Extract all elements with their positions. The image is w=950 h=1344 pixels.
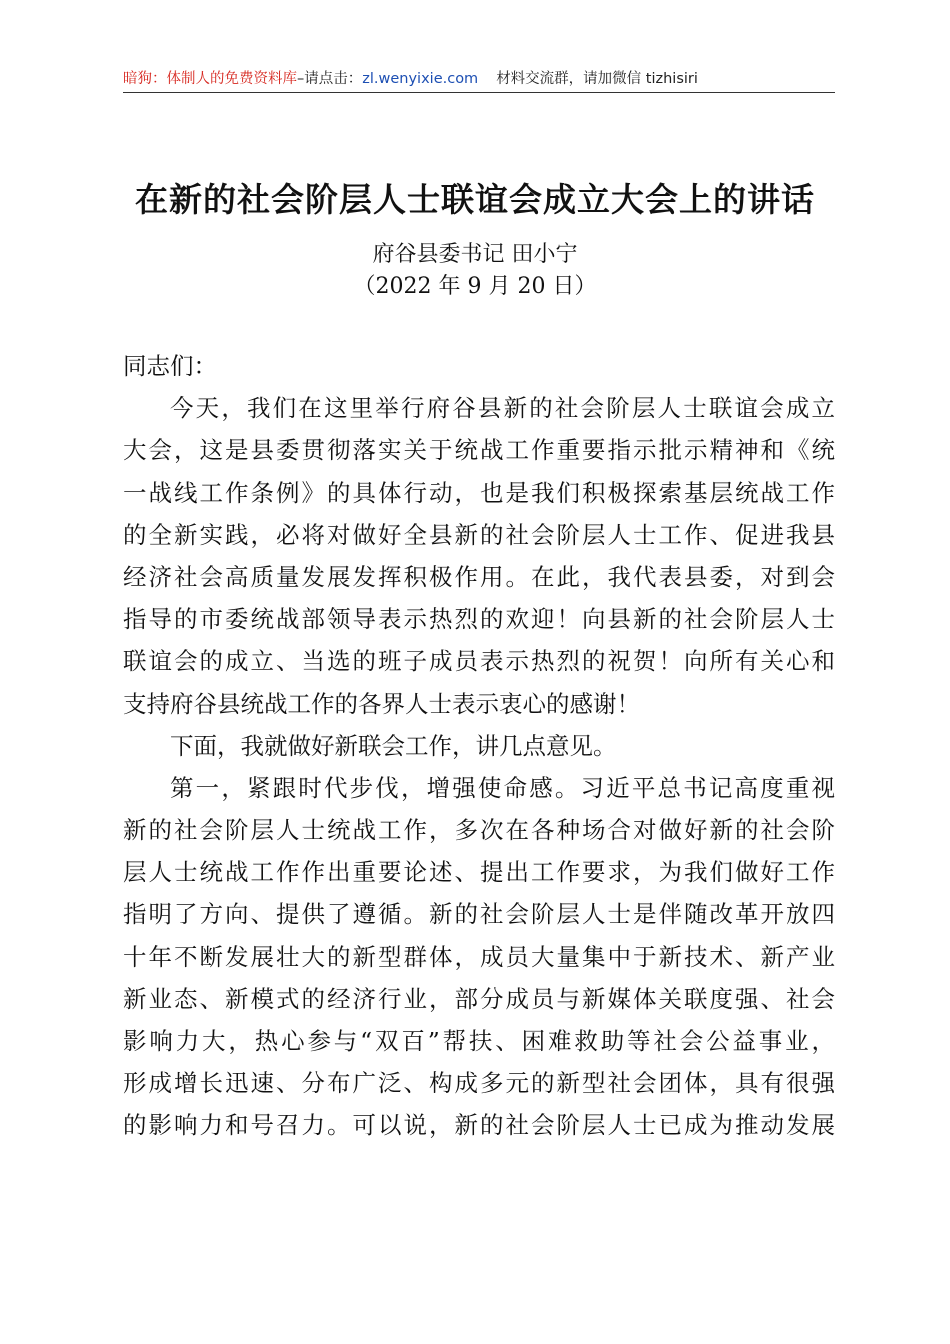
paragraph-line: 层人士统战工作作出重要论述、提出工作要求，为我们做好工作 <box>123 858 835 887</box>
header-wechat-note: 材料交流群，请加微信 tizhisiri <box>496 71 698 87</box>
document-body <box>123 345 835 1147</box>
paragraph-line: 形成增长迅速、分布广泛、构成多元的新型社会团体，具有很强 <box>123 1069 835 1098</box>
paragraph-line: 指导的市委统战部领导表示热烈的欢迎！向县新的社会阶层人士 <box>123 605 835 634</box>
header-brand: 暗狗：体制人的免费资料库 <box>123 71 297 87</box>
paragraph-line: 十年不断发展壮大的新型群体，成员大量集中于新技术、新产业 <box>123 942 835 971</box>
paragraph-line: 新的社会阶层人士统战工作，多次在各种场合对做好新的社会阶 <box>123 816 835 845</box>
paragraph-line: 一战线工作条例》的具体行动，也是我们积极探索基层统战工作 <box>123 478 835 507</box>
paragraph-line: 今天，我们在这里举行府谷县新的社会阶层人士联谊会成立 <box>170 394 835 423</box>
paragraph-line: 大会，这是县委贯彻落实关于统战工作重要指示批示精神和《统 <box>123 436 835 465</box>
paragraph-line: 经济社会高质量发展发挥积极作用。在此，我代表县委，对到会 <box>123 562 835 591</box>
paragraph-line: 联谊会的成立、当选的班子成员表示热烈的祝贺！向所有关心和 <box>123 647 835 676</box>
document-title: 在新的社会阶层人士联谊会成立大会上的讲话 <box>135 180 815 219</box>
paragraph-line: 的影响力和号召力。可以说，新的社会阶层人士已成为推动发展 <box>123 1111 835 1140</box>
paragraph-line: 第一，紧跟时代步伐，增强使命感。习近平总书记高度重视 <box>170 773 835 802</box>
document-author: 府谷县委书记 田小宁 <box>372 242 578 267</box>
paragraph-opening <box>123 387 835 725</box>
paragraph-line: 影响力大，热心参与“双百”帮扶、困难救助等社会公益事业， <box>123 1027 835 1055</box>
document-date: （2022 年 9 月 20 日） <box>353 274 597 299</box>
header-link[interactable]: zl.wenyixie.com <box>362 71 479 87</box>
paragraph-line: 的全新实践，必将对做好全县新的社会阶层人士工作、促进我县 <box>123 520 835 549</box>
paragraph-transition: 下面，我就做好新联会工作，讲几点意见。 <box>170 731 617 760</box>
salutation: 同志们： <box>123 352 217 380</box>
paragraph-line: 指明了方向、提供了遵循。新的社会阶层人士是伴随改革开放四 <box>123 900 835 929</box>
header-click-prompt: –请点击： <box>297 71 363 87</box>
paragraph-line: 支持府谷县统战工作的各界人士表示衷心的感谢！ <box>123 689 640 718</box>
paragraph-first-point <box>123 767 835 1147</box>
paragraph-line: 新业态、新模式的经济行业，部分成员与新媒体关联度强、社会 <box>123 984 835 1013</box>
page-header <box>123 66 835 93</box>
